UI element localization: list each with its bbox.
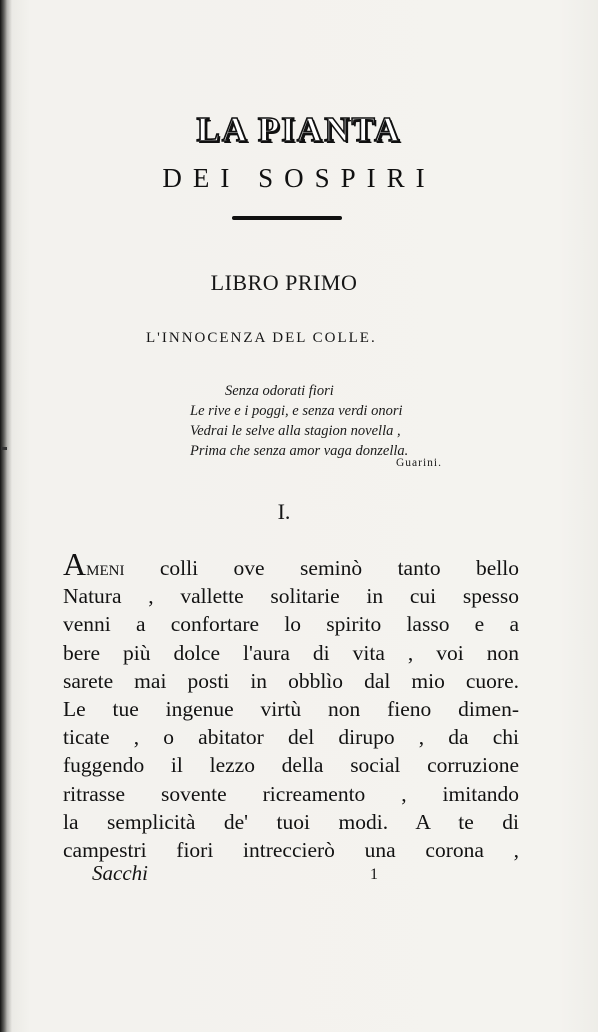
body-line: Natura , vallette solitarie in cui spesso bbox=[63, 584, 519, 609]
title-subtitle: DEI SOSPIRI bbox=[162, 163, 436, 193]
margin-mark bbox=[1, 447, 7, 450]
body-line: fuggendo il lezzo della social corruzione bbox=[63, 753, 519, 778]
book-heading: LIBRO PRIMO bbox=[210, 270, 358, 295]
drop-word bbox=[63, 546, 125, 582]
first-line-rest: colli ove seminò tanto bello bbox=[159, 556, 520, 580]
initial-capital: A bbox=[63, 546, 87, 582]
body-line: campestri fiori intreccierò una corona , bbox=[63, 838, 519, 863]
epigraph-line: Senza odorati fiori bbox=[225, 383, 334, 399]
body-line: ticate , o abitator del dirupo , da chi bbox=[63, 725, 519, 750]
epigraph-line: Vedrai le selve alla stagion novella , bbox=[190, 423, 401, 439]
body-line bbox=[63, 546, 520, 582]
epigraph bbox=[190, 381, 408, 461]
epigraph-line: Le rive e i poggi, e senza verdi onori bbox=[190, 403, 403, 419]
title-main: LA PIANTA bbox=[196, 110, 402, 149]
body-line: Le tue ingenue virtù non fieno dimen- bbox=[63, 697, 519, 722]
body-paragraph bbox=[63, 546, 520, 864]
first-word-rest: meni bbox=[86, 556, 125, 580]
body-line: la semplicità de' tuoi modi. A te di bbox=[63, 809, 519, 834]
body-line: ritrasse sovente ricreamento , imitando bbox=[63, 781, 519, 806]
chapter-number: I. bbox=[277, 499, 291, 524]
body-line: sarete mai posti in obblìo dal mio cuore. bbox=[63, 668, 519, 693]
section-title: L'INNOCENZA DEL COLLE. bbox=[146, 330, 377, 346]
body-line: bere più dolce l'aura di vita , voi non bbox=[63, 640, 519, 665]
body-line: venni a confortare lo spirito lasso e a bbox=[63, 612, 519, 637]
epigraph-line: Prima che senza amor vaga donzella. bbox=[190, 443, 409, 459]
printer-signature: Sacchi bbox=[92, 861, 148, 885]
title-rule bbox=[232, 216, 342, 220]
sheet-number: 1 bbox=[370, 866, 378, 883]
epigraph-attribution: Guarini. bbox=[396, 457, 443, 469]
